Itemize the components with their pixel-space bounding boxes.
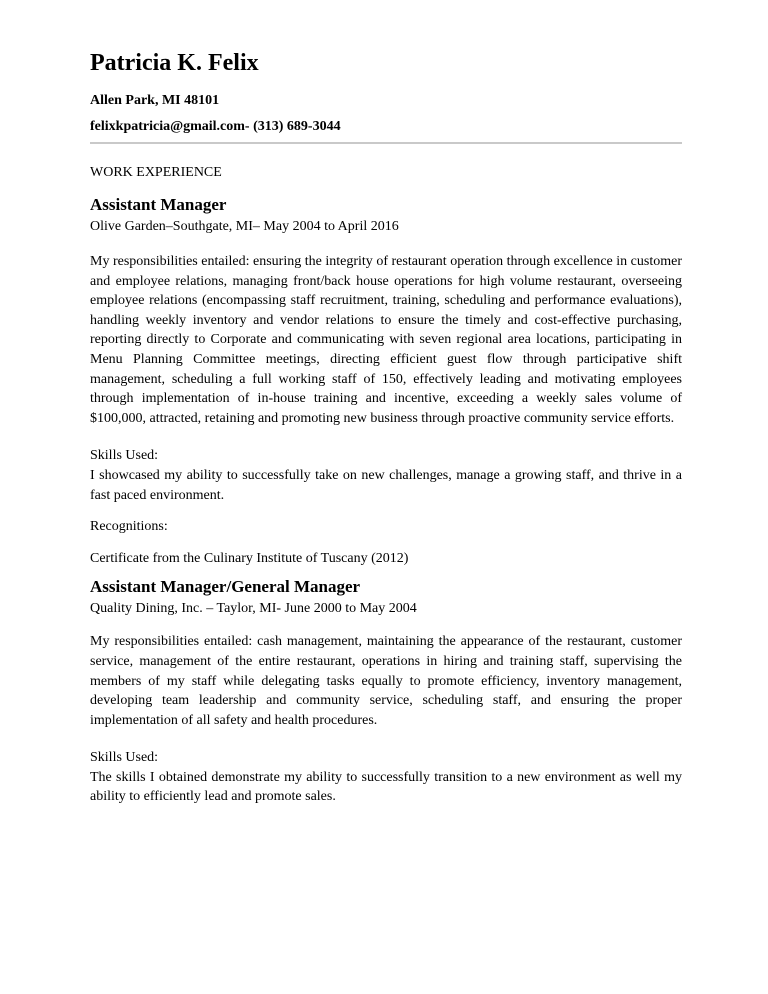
job-employer-dates: Olive Garden–Southgate, MI– May 2004 to April 2016	[90, 219, 399, 234]
job-responsibilities: My responsibilities entailed: cash management, maintaining the appearance of the restaurant, customer service, management of the entire restaurant, operations in hiring and training staff, supervising the members of my staff while delegating tasks equally to promote efficiency, inventory management, developing team leadership and community service, scheduling staff, and ensuring the proper implementation of all safety and health procedures.	[90, 634, 682, 728]
job-title: Assistant Manager/General Manager	[90, 577, 361, 597]
resume-page	[90, 48, 682, 807]
recognitions-label: Recognitions:	[90, 519, 168, 535]
job-employer-dates: Quality Dining, Inc. – Taylor, MI- June 2000 to May 2004	[90, 601, 417, 617]
section-title-work-experience: WORK EXPERIENCE	[90, 165, 222, 180]
applicant-name: Patricia K. Felix	[90, 50, 259, 76]
header-divider	[90, 142, 682, 144]
applicant-contact: felixkpatricia@gmail.com- (313) 689-3044	[90, 119, 341, 134]
skills-label: Skills Used:	[90, 448, 159, 464]
recognitions-text: Certificate from the Culinary Institute of Tuscany (2012)	[90, 550, 409, 566]
skills-label: Skills Used:	[90, 750, 159, 766]
job-responsibilities: My responsibilities entailed: ensuring the integrity of restaurant operation through excellence in customer and employee relations, managing front/back house operations for high volume restaurant, overseeing employee relations (encompassing staff recruitment, training, scheduling and performance evaluations), handling weekly inventory and vendor relations to ensure the timely and cost-effective purchasing, reporting directly to Corporate and communicating with seven regional area locations, participating in Menu Planning Committee meetings, directing efficient guest flow through participative shift management, scheduling a full working staff of 150, effectively leading and motivating employees through implementation of in-house training and incentive, exceeding a weekly sales volume of $100,000, attracted, retaining and promoting new business through proactive community service efforts.	[90, 254, 682, 426]
skills-text: I showcased my ability to successfully take on new challenges, manage a growing staff, and thrive in a fast paced environment.	[90, 467, 682, 503]
job-title: Assistant Manager	[90, 195, 227, 214]
applicant-address: Allen Park, MI 48101	[90, 93, 220, 108]
skills-text: The skills I obtained demonstrate my ability to successfully transition to a new environment as well my ability to efficiently lead and promote sales.	[90, 769, 682, 805]
